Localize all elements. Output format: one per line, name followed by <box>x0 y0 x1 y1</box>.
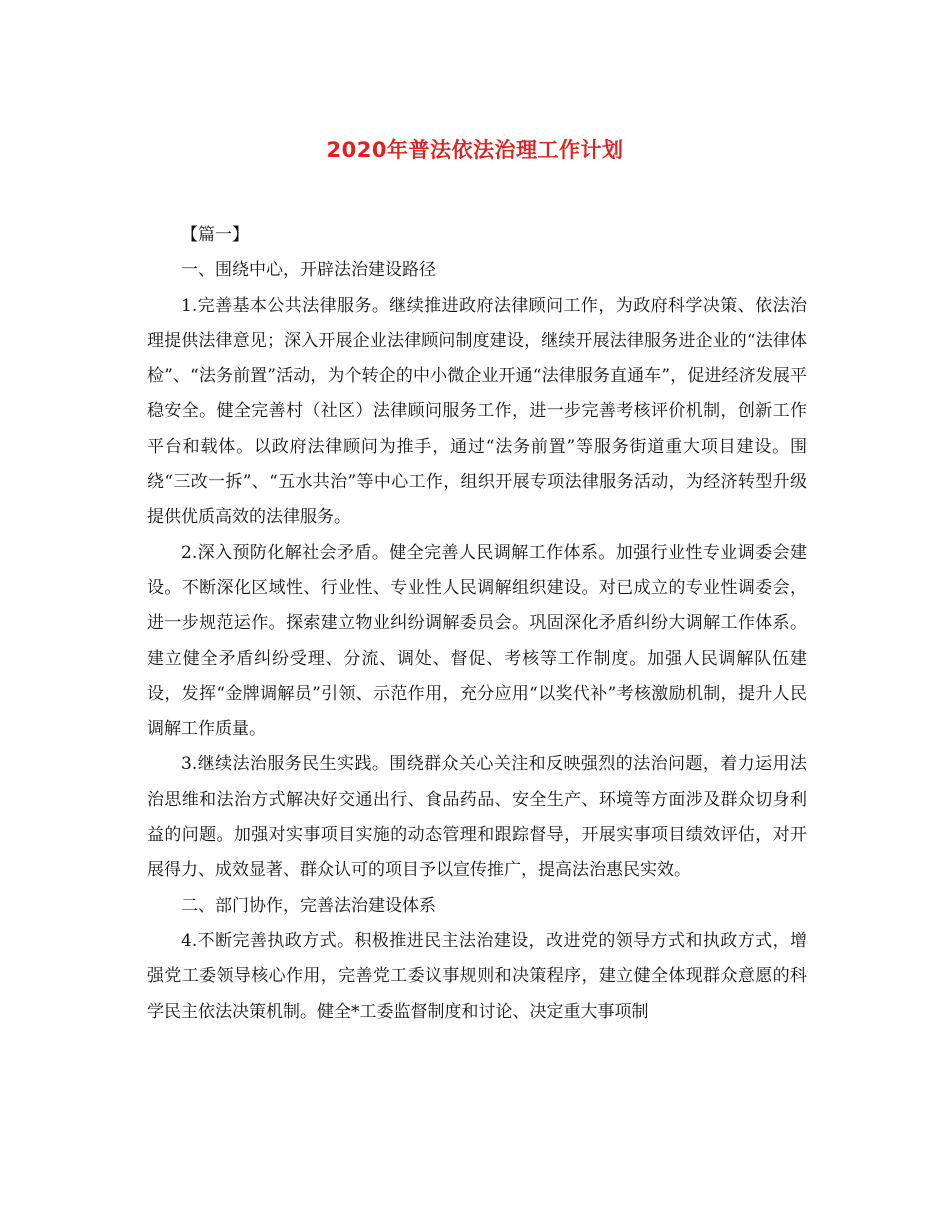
paragraph-item-2: 2.深入预防化解社会矛盾。健全完善人民调解工作体系。加强行业性专业调委会建设。不断深化区域性、行业性、专业性人民调解组织建设。对已成立的专业性调委会，进一步规范运作。探索建立物业纠纷调解委员会。巩固深化矛盾纠纷大调解工作体系。建立健全矛盾纠纷受理、分流、调处、督促、考核等工作制度。加强人民调解队伍建设，发挥“金牌调解员”引领、示范作用，充分应用“以奖代补”考核激励机制，提升人民调解工作质量。 <box>147 542 807 740</box>
paragraph-item-3: 3.继续法治服务民生实践。围绕群众关心关注和反映强烈的法治问题，着力运用法治思维和法治方式解决好交通出行、食品药品、安全生产、环境等方面涉及群众切身利益的问题。加强对实事项目实施的动态管理和跟踪督导，开展实事项目绩效评估，对开展得力、成效显著、群众认可的项目予以宣传推广，提高法治惠民实效。 <box>147 754 807 881</box>
document-body <box>147 218 807 1030</box>
heading-section-two: 二、部门协作，完善法治建设体系 <box>181 895 436 916</box>
heading-section-one: 一、围绕中心，开辟法治建设路径 <box>181 260 436 281</box>
paragraph-item-4: 4.不断完善执政方式。积极推进民主法治建设，改进党的领导方式和执政方式，增强党工委领导核心作用，完善党工委议事规则和决策程序，建立健全体现群众意愿的科学民主依法决策机制。健全*工委监督制度和讨论、决定重大事项制 <box>147 930 807 1022</box>
section-label-part-one: 【篇一】 <box>181 225 249 245</box>
document-title: 2020年普法依法治理工作计划 <box>326 138 624 162</box>
paragraph-item-1: 1.完善基本公共法律服务。继续推进政府法律顾问工作，为政府科学决策、依法治理提供法律意见；深入开展企业法律顾问制度建设，继续开展法律服务进企业的“法律体检”、“法务前置”活动，为个转企的中小微企业开通“法律服务直通车”，促进经济发展平稳安全。健全完善村（社区）法律顾问服务工作，进一步完善考核评价机制，创新工作平台和载体。以政府法律顾问为推手，通过“法务前置”等服务街道重大项目建设。围绕“三改一拆”、“五水共治”等中心工作，组织开展专项法律服务活动，为经济转型升级提供优质高效的法律服务。 <box>147 295 807 528</box>
